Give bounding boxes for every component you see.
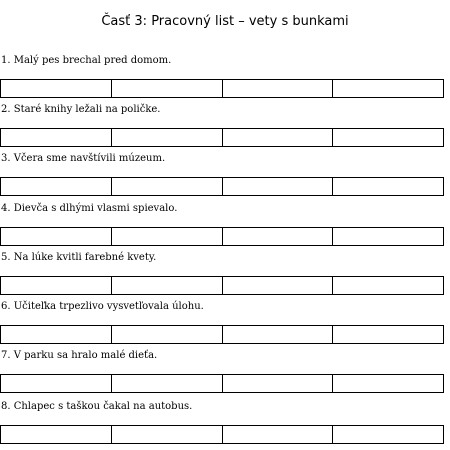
answer-cell[interactable] xyxy=(223,178,334,195)
sentence-text: 8. Chlapec s taškou čakal na autobus. xyxy=(1,401,193,412)
answer-cell[interactable] xyxy=(223,228,334,245)
answer-cell[interactable] xyxy=(112,277,223,294)
answer-cell[interactable] xyxy=(333,375,443,392)
answer-cell[interactable] xyxy=(223,80,334,97)
sentence-text: 3. Včera sme navštívili múzeum. xyxy=(1,153,166,164)
answer-cell[interactable] xyxy=(1,426,112,443)
answer-cell[interactable] xyxy=(1,80,112,97)
answer-cell[interactable] xyxy=(223,326,334,343)
answer-cell[interactable] xyxy=(333,129,443,146)
answer-cell[interactable] xyxy=(112,80,223,97)
answer-cell[interactable] xyxy=(112,178,223,195)
answer-cell[interactable] xyxy=(1,326,112,343)
answer-cells-row xyxy=(0,276,444,295)
answer-cell[interactable] xyxy=(112,375,223,392)
sentence-text: 4. Dievča s dlhými vlasmi spievalo. xyxy=(1,203,178,214)
answer-cell[interactable] xyxy=(223,129,334,146)
answer-cell[interactable] xyxy=(112,129,223,146)
answer-cell[interactable] xyxy=(333,80,443,97)
answer-cell[interactable] xyxy=(112,228,223,245)
answer-cell[interactable] xyxy=(333,426,443,443)
answer-cell[interactable] xyxy=(223,375,334,392)
answer-cells-row xyxy=(0,79,444,98)
answer-cell[interactable] xyxy=(1,178,112,195)
answer-cells-row xyxy=(0,227,444,246)
answer-cells-row xyxy=(0,425,444,444)
answer-cell[interactable] xyxy=(333,228,443,245)
answer-cell[interactable] xyxy=(333,277,443,294)
answer-cell[interactable] xyxy=(333,178,443,195)
sentence-text: 2. Staré knihy ležali na poličke. xyxy=(1,104,161,115)
answer-cell[interactable] xyxy=(1,228,112,245)
answer-cell[interactable] xyxy=(1,129,112,146)
answer-cell[interactable] xyxy=(112,426,223,443)
sentence-text: 7. V parku sa hralo malé dieťa. xyxy=(1,350,158,361)
sentence-text: 5. Na lúke kvitli farebné kvety. xyxy=(1,252,157,263)
answer-cell[interactable] xyxy=(223,426,334,443)
answer-cells-row xyxy=(0,128,444,147)
answer-cell[interactable] xyxy=(1,277,112,294)
answer-cells-row xyxy=(0,374,444,393)
answer-cell[interactable] xyxy=(112,326,223,343)
answer-cells-row xyxy=(0,325,444,344)
answer-cell[interactable] xyxy=(333,326,443,343)
answer-cell[interactable] xyxy=(223,277,334,294)
page-title: Časť 3: Pracovný list – vety s bunkami xyxy=(101,14,349,29)
answer-cells-row xyxy=(0,177,444,196)
sentence-text: 6. Učiteľka trpezlivo vysvetľovala úlohu. xyxy=(1,301,204,312)
sentence-text: 1. Malý pes brechal pred domom. xyxy=(1,55,172,66)
answer-cell[interactable] xyxy=(1,375,112,392)
